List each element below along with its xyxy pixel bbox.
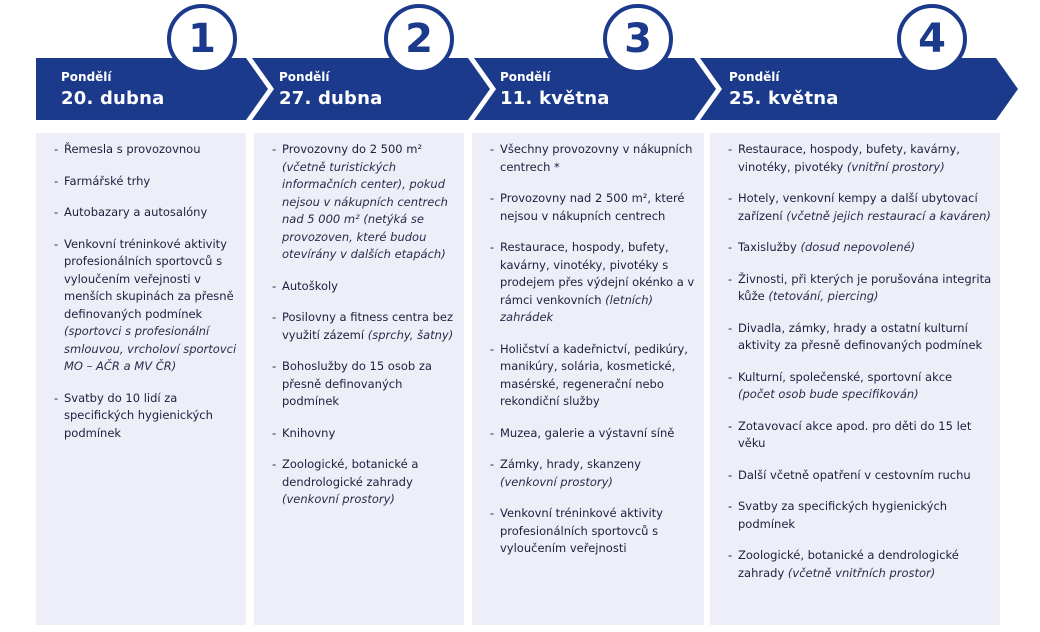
- list-item: [272, 425, 456, 443]
- item-text: Farmářské trhy: [64, 173, 151, 188]
- list-item: [272, 456, 456, 509]
- list-item: [272, 358, 456, 411]
- list-item: [728, 418, 992, 453]
- item-note: (venkovní prostory): [282, 492, 395, 506]
- item-text: Autoškoly: [282, 278, 338, 293]
- phase-date: 11. května: [500, 88, 610, 109]
- item-note: (včetně jejich restaurací a kaváren): [786, 208, 991, 223]
- phase-number: 4: [918, 16, 946, 62]
- list-item: [728, 320, 992, 355]
- phase-day: Pondělí: [61, 70, 112, 84]
- phase-number-badge: [897, 4, 967, 74]
- list-item: [54, 390, 238, 443]
- item-text: Zotavovací akce apod. pro děti do 15 let věku: [738, 418, 972, 450]
- item-text: Posilovny a fitness centra bez využití zázemí: [282, 310, 454, 342]
- list-item: [54, 141, 238, 159]
- item-note: (počet osob bude specifikován): [738, 387, 919, 401]
- phase-column-2: [254, 133, 464, 625]
- list-item: [728, 467, 992, 485]
- item-text: Provozovny do 2 500 m²: [282, 142, 423, 156]
- list-item: [728, 190, 992, 225]
- phase-date: 25. května: [729, 88, 839, 109]
- phase-header: [729, 70, 839, 109]
- item-text: Provozovny nad 2 500 m², které nejsou v nákupních centrech: [500, 191, 685, 223]
- phase-day: Pondělí: [729, 70, 780, 84]
- phase-column-1: [36, 133, 246, 625]
- list-item: [728, 141, 992, 176]
- list-item: [490, 341, 696, 411]
- item-text: Svatby do 10 lidí za specifických hygienických podmínek: [64, 390, 213, 440]
- item-note: (vnitřní prostory): [846, 159, 945, 174]
- phase-number-badge: [167, 4, 237, 74]
- item-note: (sprchy, šatny): [367, 327, 454, 342]
- item-text: Bohoslužby do 15 osob za přesně definovaných podmínek: [282, 359, 432, 408]
- phase-number: 2: [405, 16, 433, 62]
- item-text: Hotely, venkovní kempy a další ubytovací zařízení: [738, 191, 978, 223]
- item-note: (venkovní prostory): [500, 474, 613, 489]
- list-item: [490, 141, 696, 176]
- list-item: [490, 239, 696, 327]
- item-text: Taxislužby: [738, 240, 797, 254]
- item-text: Restaurace, hospody, bufety, kavárny, vinotéky, pivotéky s prodejem přes výdejní okénko a v rámci venkovních: [500, 240, 695, 307]
- phase-column-4: [710, 133, 1000, 625]
- item-note: (tetování, piercing): [768, 289, 879, 303]
- list-item: [54, 236, 238, 376]
- phase-date: 20. dubna: [61, 88, 165, 109]
- list-item: [54, 173, 238, 191]
- list-item: [728, 547, 992, 582]
- phase-banner: [0, 0, 1040, 130]
- item-text: Venkovní tréninkové aktivity profesionálních sportovců s vyloučením veřejnosti v menších skupinách za přesně definovaných podmínek: [64, 236, 234, 321]
- list-item: [728, 498, 992, 533]
- item-text: Další včetně opatření v cestovním ruchu: [738, 467, 971, 482]
- item-text: Zoologické, botanické a dendrologické zahrady: [738, 548, 959, 580]
- list-item: [728, 271, 992, 306]
- phase-header: [61, 70, 165, 109]
- phase-item-list: [490, 141, 696, 558]
- item-text: Všechny provozovny v nákupních centrech *: [500, 142, 693, 174]
- phase-item-list: [54, 141, 238, 442]
- phase-number-badge: [603, 4, 673, 74]
- list-item: [272, 141, 456, 264]
- phase-header: [279, 70, 383, 109]
- phase-number: 1: [188, 16, 216, 62]
- item-text: Knihovny: [282, 425, 336, 440]
- list-item: [490, 505, 696, 558]
- list-item: [728, 369, 992, 404]
- list-item: [728, 239, 992, 257]
- list-item: [490, 190, 696, 225]
- phase-column-3: [472, 133, 704, 625]
- item-text: Divadla, zámky, hrady a ostatní kulturní aktivity za přesně definovaných podmínek: [738, 320, 983, 352]
- item-note: (včetně vnitřních prostor): [787, 565, 936, 580]
- item-text: Svatby za specifických hygienických podmínek: [738, 499, 948, 531]
- list-item: [54, 204, 238, 222]
- phase-item-list: [272, 141, 456, 509]
- item-text: Holičství a kadeřnictví, pedikúry, manikúry, solária, kosmetické, masérské, regenerační nebo rekondiční služby: [500, 341, 688, 408]
- item-note: (dosud nepovolené): [800, 240, 916, 254]
- item-note: (letních) zahrádek: [500, 292, 654, 324]
- item-text: Zoologické, botanické a dendrologické zahrady: [282, 457, 419, 489]
- phase-number: 3: [624, 16, 652, 62]
- phase-number-badge: [384, 4, 454, 74]
- phase-day: Pondělí: [500, 70, 551, 84]
- phase-header: [500, 70, 610, 109]
- list-item: [272, 309, 456, 344]
- item-text: Restaurace, hospody, bufety, kavárny, vinotéky, pivotéky: [738, 142, 960, 174]
- list-item: [272, 278, 456, 296]
- item-text: Kulturní, společenské, sportovní akce: [738, 369, 953, 384]
- phase-date: 27. dubna: [279, 88, 383, 109]
- item-text: Muzea, galerie a výstavní síně: [500, 425, 675, 440]
- phase-day: Pondělí: [279, 70, 330, 84]
- item-text: Venkovní tréninkové aktivity profesionálních sportovců s vyloučením veřejnosti: [500, 506, 663, 555]
- item-text: Autobazary a autosalóny: [64, 205, 208, 219]
- item-text: Živnosti, při kterých je porušována integrita kůže: [738, 271, 992, 303]
- item-note: (sportovci s profesionální smlouvou, vrcholoví sportovci MO – AČR a MV ČR): [64, 324, 237, 373]
- list-item: [490, 456, 696, 491]
- item-text: Řemesla s provozovnou: [64, 142, 201, 156]
- phase-item-list: [728, 141, 992, 582]
- item-note: (včetně turistických informačních center), pokud nejsou v nákupních centrech nad 5 000 m² (netýká se provozoven, které budou otevírány v dalších etapách): [282, 159, 448, 261]
- item-text: Zámky, hrady, skanzeny: [500, 457, 641, 471]
- list-item: [490, 425, 696, 443]
